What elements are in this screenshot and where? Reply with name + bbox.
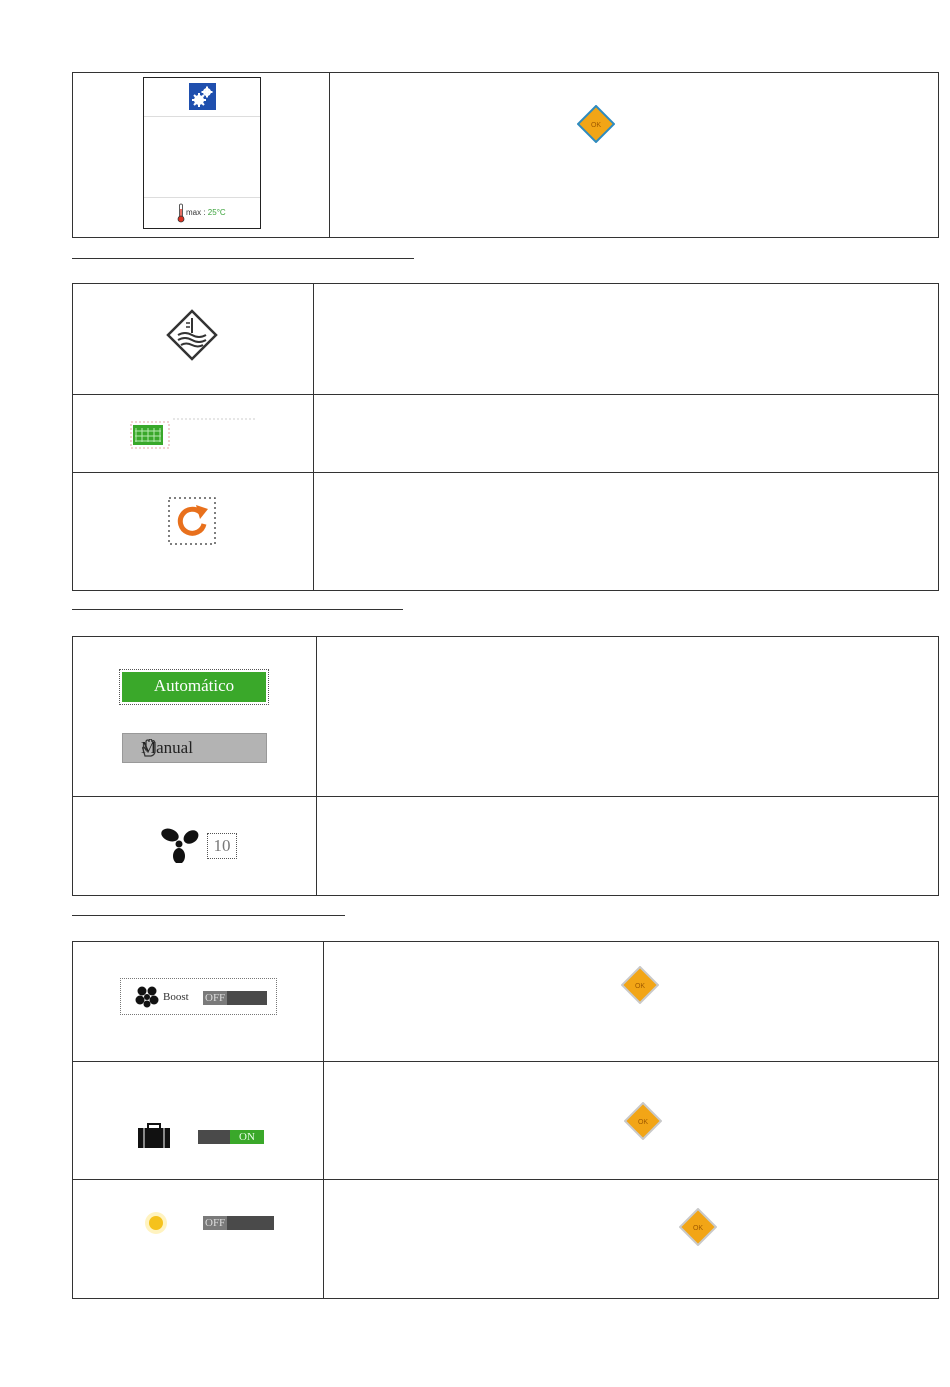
table-row [73, 1061, 938, 1179]
table-switches [72, 941, 939, 1299]
svg-text:OK: OK [590, 122, 602, 129]
suitcase-icon [137, 1123, 171, 1149]
boost-switch-panel [120, 978, 277, 1015]
image-cell [73, 942, 324, 1061]
fan-icon [135, 986, 159, 1008]
description-cell [314, 284, 938, 394]
table-row [73, 73, 938, 237]
description-cell [324, 942, 938, 1061]
automatic-mode-button[interactable] [119, 669, 269, 705]
table-row [73, 394, 938, 472]
reset-icon[interactable] [168, 497, 216, 545]
section-underline [72, 609, 403, 610]
description-cell [314, 473, 938, 590]
max-temp-label: max : [186, 208, 206, 217]
description-cell [324, 1062, 938, 1179]
thermometer-icon [177, 203, 185, 228]
table-row [73, 942, 938, 1061]
manual-mode-button[interactable] [122, 733, 267, 763]
description-cell [314, 395, 938, 472]
image-cell [73, 1062, 324, 1179]
light-state: OFF [205, 1217, 226, 1229]
screen-footer [144, 197, 260, 228]
heat-exchanger-icon [166, 309, 218, 361]
gear-icon[interactable] [189, 83, 216, 110]
hand-icon [141, 739, 158, 757]
ok-diamond-icon[interactable] [577, 105, 615, 143]
boost-state: OFF [205, 992, 226, 1004]
boost-label: Boost [163, 991, 189, 1003]
image-cell [73, 1180, 324, 1298]
svg-text:OK: OK [692, 1225, 704, 1232]
section-underline [72, 915, 345, 916]
table-row [73, 472, 938, 590]
description-cell [317, 637, 938, 796]
table-row [73, 796, 938, 895]
image-cell [73, 395, 314, 472]
description-cell [324, 1180, 938, 1298]
section-underline [72, 258, 414, 259]
image-cell [73, 73, 330, 237]
table-settings-screen [72, 72, 939, 238]
max-temp-value: 25°C [207, 208, 226, 217]
filter-icon [129, 417, 259, 451]
description-cell [317, 797, 938, 895]
image-cell [73, 473, 314, 590]
image-cell [73, 637, 317, 796]
max-temp-text [186, 208, 226, 217]
table-row [73, 1179, 938, 1298]
image-cell [73, 797, 317, 895]
ok-diamond-icon[interactable] [621, 966, 659, 1004]
suitcase-state: ON [230, 1130, 264, 1144]
table-indicators [72, 283, 939, 591]
fan-speed-value: 10 [207, 833, 237, 859]
image-cell [73, 284, 314, 394]
description-cell [330, 73, 938, 237]
screen-header [144, 78, 260, 117]
fan-icon [159, 825, 201, 863]
automatic-mode-label: Automático [122, 672, 266, 702]
table-modes [72, 636, 939, 896]
table-row [73, 284, 938, 394]
svg-text:OK: OK [634, 983, 646, 990]
ok-diamond-icon[interactable] [679, 1208, 717, 1246]
ok-diamond-icon[interactable] [624, 1102, 662, 1140]
boost-toggle[interactable] [203, 991, 267, 1005]
light-toggle[interactable] [203, 1216, 274, 1230]
table-row [73, 637, 938, 796]
svg-text:OK: OK [637, 1119, 649, 1126]
sun-icon [143, 1210, 169, 1236]
settings-screen-preview [143, 77, 261, 229]
suitcase-toggle[interactable] [198, 1130, 264, 1144]
manual-mode-label: Manual [141, 738, 193, 757]
